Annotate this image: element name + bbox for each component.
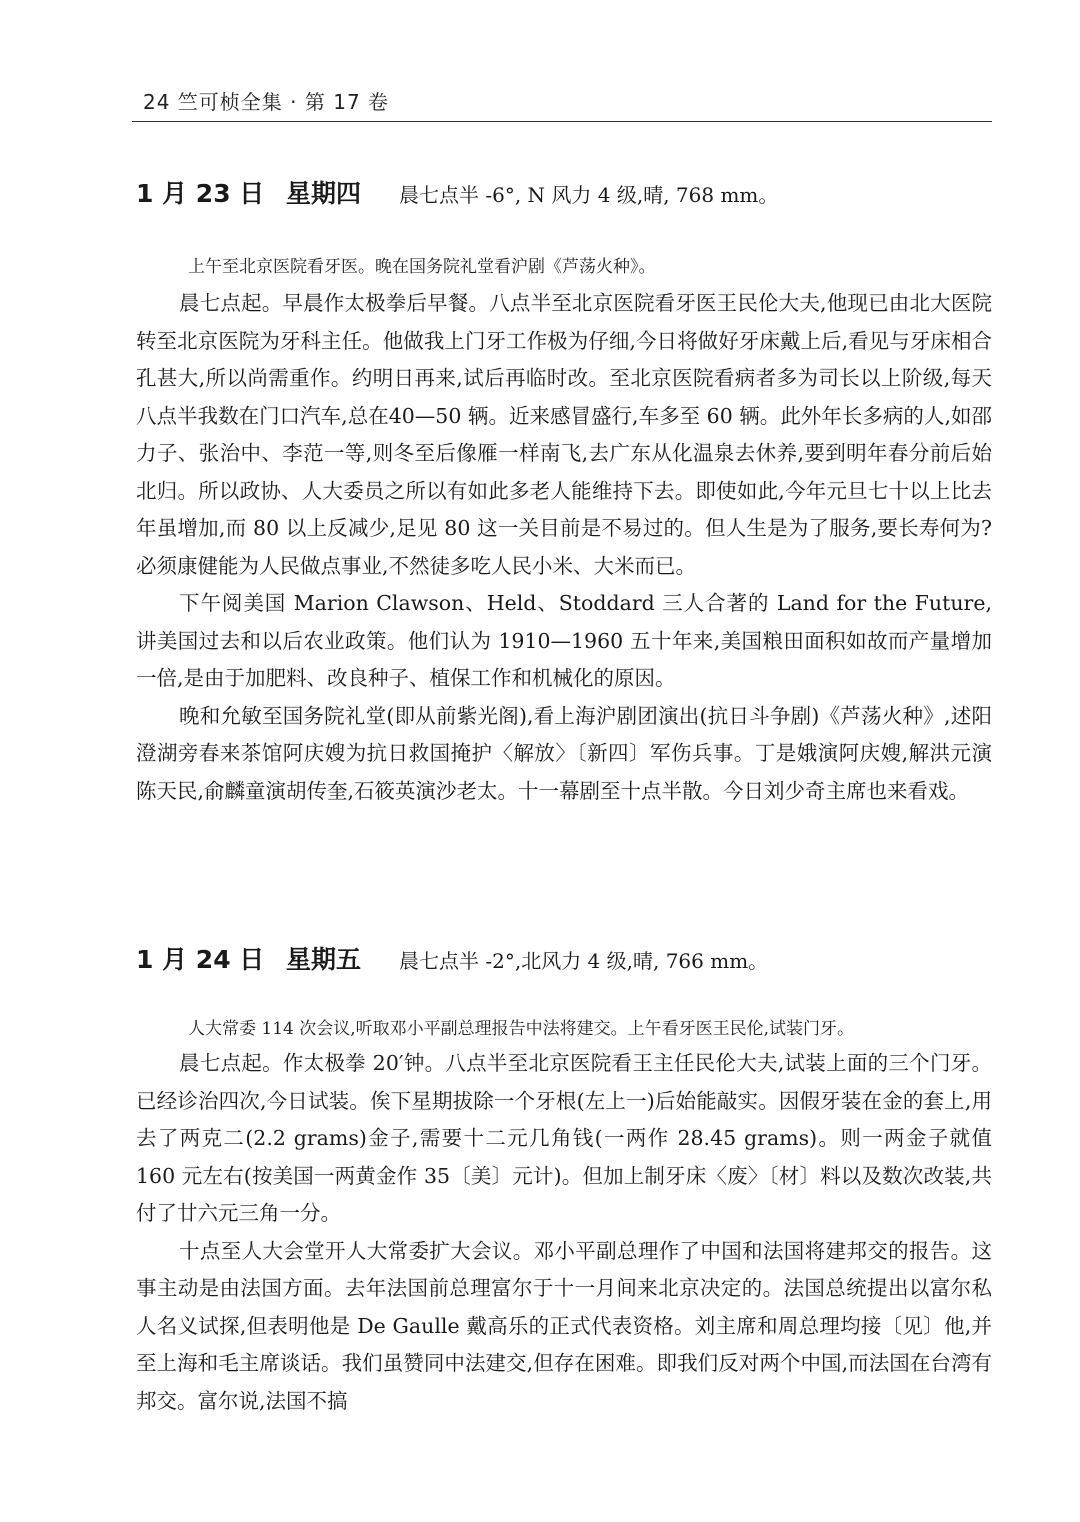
entry-paragraph: 晨七点起。作太极拳 20′钟。八点半至北京医院看王主任民伦大夫,试装上面的三个门牙。已经诊治四次,今日试装。俟下星期拔除一个牙根(左上一)后始能敲实。因假牙装在金的套上,用去了两克二(2.2 grams)金子,需要十二元几角钱(一两作 28.45 grams)。则一两金子就值 160 元左右(按美国一两黄金作 35〔美〕元计)。但加上制牙床〈废〉〔材〕料以及数次改装,共付了廿六元三角一分。 <box>136 1051 992 1225</box>
diary-entry <box>136 174 992 810</box>
header-rule <box>132 121 992 122</box>
entry-date: 1 月 23 日 <box>136 179 265 208</box>
entry-heading <box>136 174 992 234</box>
entry-paragraph: 晚和允敏至国务院礼堂(即从前紫光阁),看上海沪剧团演出(抗日斗争剧)《芦荡火种》,述阳澄湖旁春来茶馆阿庆嫂为抗日救国掩护〈解放〉〔新四〕军伤兵事。丁是娥演阿庆嫂,解洪元演陈天民,俞麟童演胡传奎,石筱英演沙老太。十一幕剧至十点半散。今日刘少奇主席也来看戏。 <box>136 703 992 803</box>
entry-weekday: 星期四 <box>286 179 362 208</box>
entry-paragraph: 下午阅美国 Marion Clawson、Held、Stoddard 三人合著的 Land for the Future,讲美国过去和以后农业政策。他们认为 1910—1960 五十年来,美国粮田面积如故而产量增加一倍,是由于加肥料、改良种子、植保工作和机械化的原因。 <box>136 591 992 690</box>
entry-summary: 上午至北京医院看牙医。晚在国务院礼堂看沪剧《芦荡火种》。 <box>188 257 656 277</box>
entry-weather: 晨七点半 -2°,北风力 4 级,晴, 766 mm。 <box>399 949 769 973</box>
entry-heading <box>136 940 992 1000</box>
entry-weekday: 星期五 <box>286 945 362 974</box>
entry-date: 1 月 24 日 <box>136 945 265 974</box>
entry-weather: 晨七点半 -6°, N 风力 4 级,晴, 768 mm。 <box>399 183 779 207</box>
running-header: 24 竺可桢全集 · 第 17 卷 <box>143 90 390 114</box>
diary-entry <box>136 940 992 1420</box>
entry-paragraph: 十点至人大会堂开人大常委扩大会议。邓小平副总理作了中国和法国将建邦交的报告。这事主动是由法国方面。去年法国前总理富尔于十一月间来北京决定的。法国总统提出以富尔私人名义试探,但表明他是 De Gaulle 戴高乐的正式代表资格。刘主席和周总理均接〔见〕他,并至上海和毛主席谈话。我们虽赞同中法建交,但存在困难。即我们反对两个中国,而法国在台湾有邦交。富尔说,法国不搞 <box>136 1238 992 1413</box>
entry-summary: 人大常委 114 次会议,听取邓小平副总理报告中法将建交。上午看牙医王民伦,试装门牙。 <box>188 1019 855 1039</box>
entry-paragraph: 晨七点起。早晨作太极拳后早餐。八点半至北京医院看牙医王民伦大夫,他现已由北大医院转至北京医院为牙科主任。他做我上门牙工作极为仔细,今日将做好牙床戴上后,看见与牙床相合孔甚大,所以尚需重作。约明日再来,试后再临时改。至北京医院看病者多为司长以上阶级,每天八点半我数在门口汽车,总在40—50 辆。近来感冒盛行,车多至 60 辆。此外年长多病的人,如邵力子、张治中、李范一等,则冬至后像雁一样南飞,去广东从化温泉去休养,要到明年春分前后始北归。所以政协、人大委员之所以有如此多老人能维持下去。即使如此,今年元旦七十以上比去年虽增加,而 80 以上反减少,足见 80 这一关目前是不易过的。但人生是为了服务,要长寿何为? 必须康健能为人民做点事业,不然徒多吃人民小米、大米而已。 <box>136 291 992 578</box>
